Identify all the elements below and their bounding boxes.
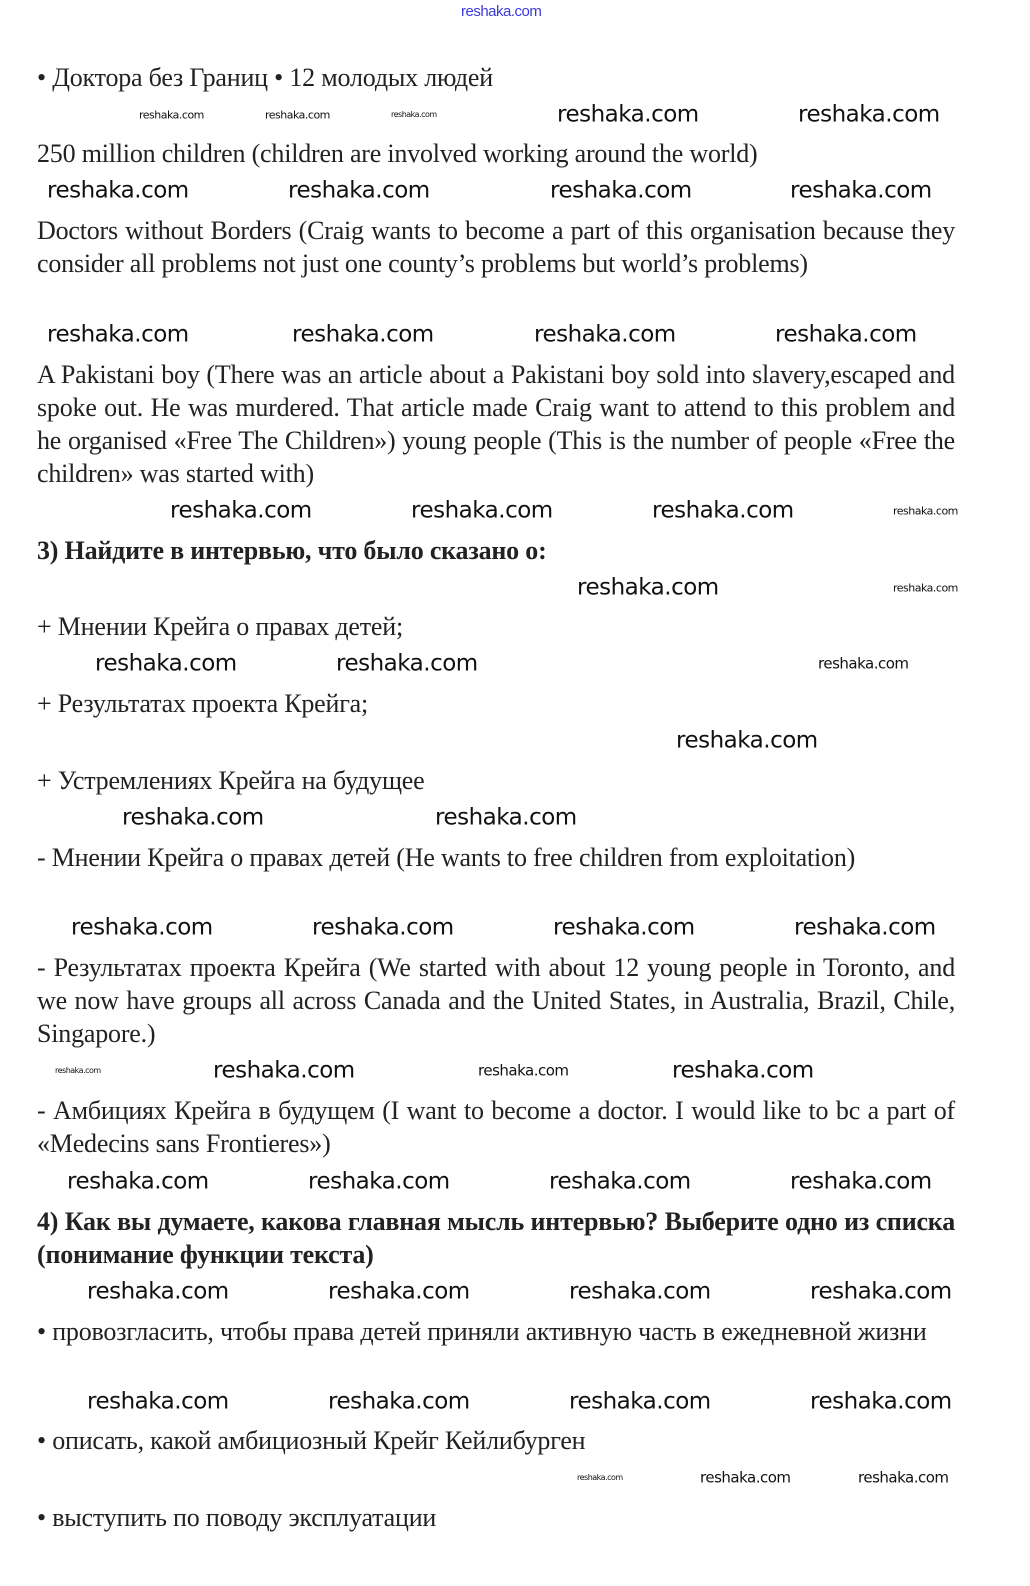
answer-line-2: 250 million children (children are involved working around the world) [37,139,758,168]
task-4-option-3: • выступить по поводу эксплуатации [37,1503,437,1532]
answer-line-1: • Доктора без Границ • 12 молодых людей [37,63,493,92]
watermark: reshaka.com [122,804,264,831]
watermark: reshaka.com [534,321,676,348]
watermark: reshaka.com [790,1168,932,1195]
task-3-item-3: + Устремлениях Крейга на будущее [37,766,425,795]
watermark: reshaka.com [810,1278,952,1305]
watermark: reshaka.com [435,804,577,831]
watermark: reshaka.com [67,1168,209,1195]
watermark: reshaka.com [288,177,430,204]
watermark: reshaka.com [47,321,189,348]
watermark: reshaka.com [700,1468,791,1487]
task-3-answer-1: - Мнении Крейга о правах детей (He wants to free children from exploitation) [37,843,856,872]
task-4-option-1: • провозгласить, чтобы права детей приняли активную часть в ежедневной жизни [37,1317,927,1346]
watermark: reshaka.com [672,1057,814,1084]
watermark: reshaka.com [810,1388,952,1415]
watermark: reshaka.com [87,1278,229,1305]
watermark: reshaka.com [328,1388,470,1415]
watermark: reshaka.com [775,321,917,348]
answer-doctors: Doctors without Borders (Craig wants to become a part of this organisation because they consider all problems not just one county’s problems but world’s problems) [37,216,955,278]
watermark: reshaka.com [569,1388,711,1415]
task-3-heading: 3) Найдите в интервью, что было сказано о: [37,536,547,565]
watermark: reshaka.com [577,574,719,601]
watermark: reshaka.com [478,1061,569,1080]
watermark: reshaka.com [858,1468,949,1487]
answer-pakistani-boy: A Pakistani boy (There was an article about a Pakistani boy sold into slavery,escaped and spoke out. He was murdered. That article made Craig want to attend to this problem and he organised «Free The Children») young people (This is the number of people «Free the children» was started with) [37,360,955,488]
watermark: reshaka.com [391,110,437,119]
watermark: reshaka.com [95,650,237,677]
watermark: reshaka.com [549,1168,691,1195]
watermark: reshaka.com [411,497,553,524]
watermark: reshaka.com [577,1473,623,1482]
watermark: reshaka.com [553,914,695,941]
watermark: reshaka.com [790,177,932,204]
watermark: reshaka.com [798,101,940,128]
watermark: reshaka.com [550,177,692,204]
task-4-option-2: • описать, какой амбициозный Крейг Кейлибурген [37,1426,586,1455]
watermark: reshaka.com [71,914,213,941]
watermark: reshaka.com [336,650,478,677]
watermark: reshaka.com [87,1388,229,1415]
task-3-item-2: + Результатах проекта Крейга; [37,689,369,718]
watermark: reshaka.com [893,581,958,595]
watermark: reshaka.com [893,504,958,518]
watermark: reshaka.com [292,321,434,348]
watermark: reshaka.com [557,101,699,128]
watermark: reshaka.com [170,497,312,524]
watermark: reshaka.com [139,108,204,122]
task-3-answer-3: - Амбициях Крейга в будущем (I want to become a doctor. I would like to bc a part of «Medecins sans Frontieres») [37,1096,955,1158]
watermark: reshaka.com [312,914,454,941]
task-4-heading: 4) Как вы думаете, какова главная мысль интервью? Выберите одно из списка (понимание функции текста) [37,1207,955,1269]
watermark: reshaka.com [569,1278,711,1305]
watermark: reshaka.com [55,1066,101,1075]
watermark: reshaka.com [676,727,818,754]
watermark: reshaka.com [818,654,909,673]
task-3-item-1: + Мнении Крейга о правах детей; [37,612,404,641]
watermark: reshaka.com [652,497,794,524]
watermark: reshaka.com [47,177,189,204]
watermark: reshaka.com [265,108,330,122]
watermark: reshaka.com [794,914,936,941]
watermark: reshaka.com [213,1057,355,1084]
watermark: reshaka.com [308,1168,450,1195]
header-site-link[interactable]: reshaka.com [461,3,542,20]
task-3-answer-2: - Результатах проекта Крейга (We started with about 12 young people in Toronto, and we now have groups all across Canada and the United States, in Australia, Brazil, Chile, Singapore.) [37,953,955,1048]
watermark: reshaka.com [328,1278,470,1305]
